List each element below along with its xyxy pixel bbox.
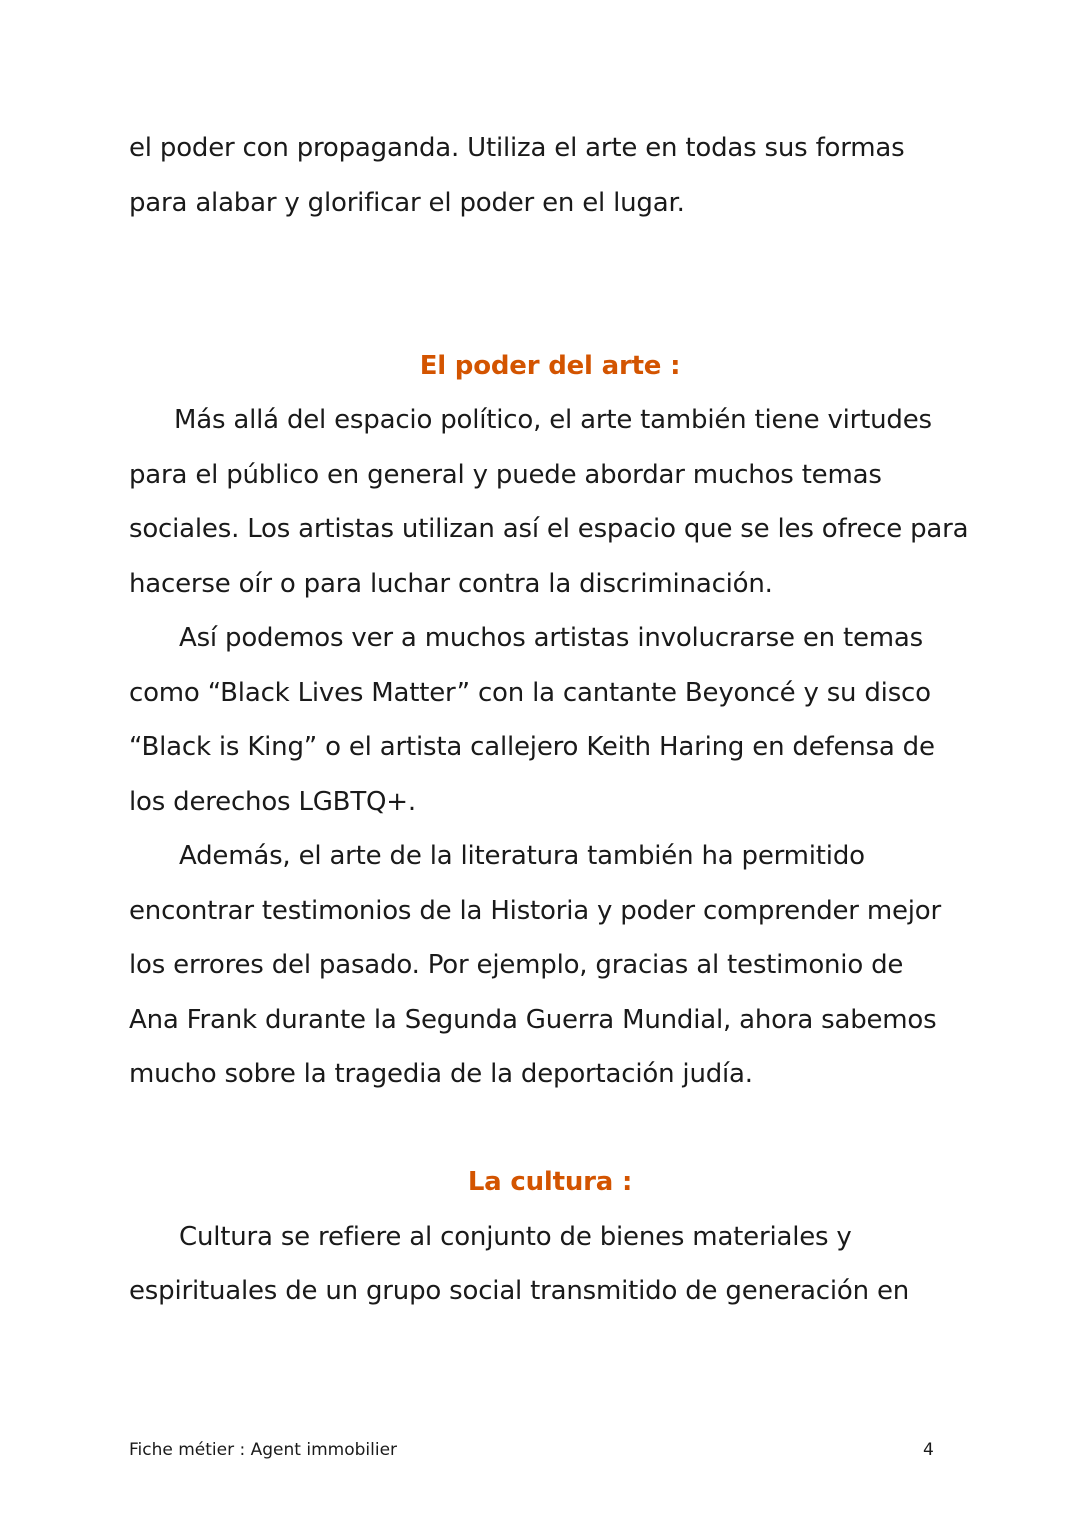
page-number: 4 [923,1440,934,1460]
paragraph-line: encontrar testimonios de la Historia y poder comprender mejor [129,896,941,926]
paragraph-line: “Black is King” o el artista callejero Keith Haring en defensa de [129,732,935,762]
paragraph-line: el poder con propaganda. Utiliza el arte en todas sus formas [129,133,905,163]
paragraph-line: Más allá del espacio político, el arte también tiene virtudes [174,405,932,435]
paragraph-line: mucho sobre la tragedia de la deportación judía. [129,1059,753,1089]
paragraph-line: Así podemos ver a muchos artistas involucrarse en temas [179,623,923,653]
paragraph-line: los derechos LGBTQ+. [129,787,416,817]
paragraph-line: los errores del pasado. Por ejemplo, gracias al testimonio de [129,950,904,980]
paragraph-line: para el público en general y puede abordar muchos temas [129,460,882,490]
footer-title: Fiche métier : Agent immobilier [129,1440,398,1460]
paragraph-line: hacerse oír o para luchar contra la discriminación. [129,569,773,599]
paragraph-line: como “Black Lives Matter” con la cantante Beyoncé y su disco [129,678,931,708]
paragraph-line: espirituales de un grupo social transmitido de generación en [129,1276,910,1306]
paragraph-line: Además, el arte de la literatura también ha permitido [179,841,865,871]
paragraph-line: sociales. Los artistas utilizan así el espacio que se les ofrece para [129,514,969,544]
paragraph-line: para alabar y glorificar el poder en el lugar. [129,188,685,218]
paragraph-line: Ana Frank durante la Segunda Guerra Mundial, ahora sabemos [129,1005,937,1035]
paragraph-line: Cultura se refiere al conjunto de bienes materiales y [179,1222,852,1252]
section-heading-poder-del-arte: El poder del arte : [419,351,681,381]
section-heading-la-cultura: La cultura : [467,1167,633,1197]
